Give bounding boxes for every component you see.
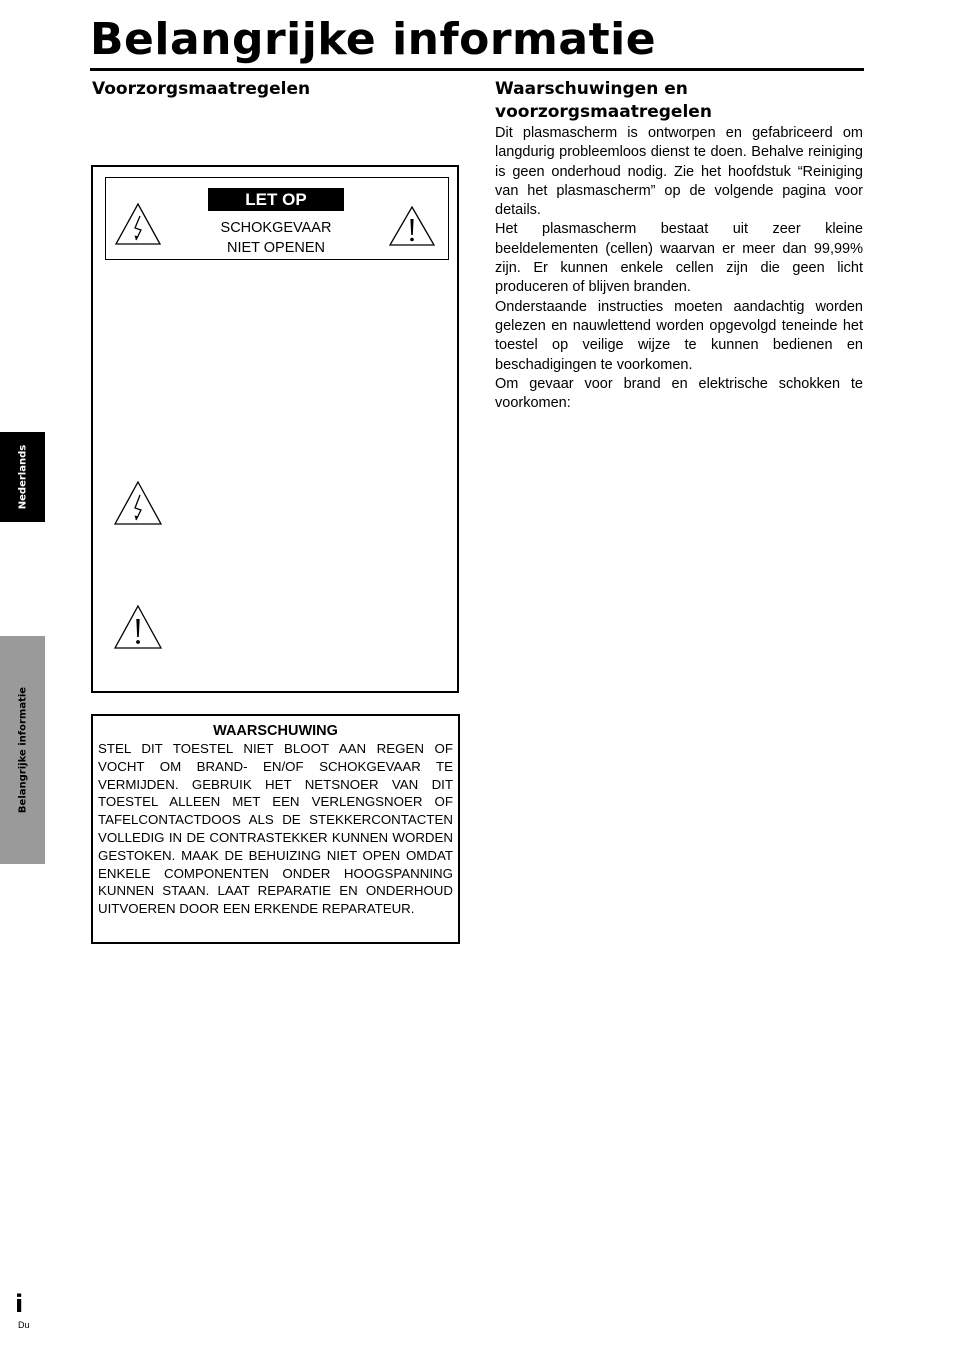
page-number: i xyxy=(15,1290,24,1318)
right-column-body xyxy=(495,124,863,413)
page-title: Belangrijke informatie xyxy=(90,14,657,65)
paragraph: Onderstaande instructies moeten aandachtig worden gelezen en nauwlettend worden opgevolgd teneinde het toestel op veilige wijze te kunnen bedienen en beschadigingen te voorkomen. xyxy=(495,298,863,373)
caution-label xyxy=(105,177,449,260)
lightning-warning-triangle-icon xyxy=(114,202,162,246)
warning-box xyxy=(91,714,460,944)
paragraph: Dit plasmascherm is ontworpen en gefabriceerd om langdurig probleemloos dienst te doen. Behalve reiniging is geen onderhoud nodig. Zie het hoofdstuk “Reiniging van het plasmascherm” op de volgende pagina voor details. xyxy=(495,125,863,219)
caution-line-shock: SCHOKGEVAAR xyxy=(220,220,332,236)
let-op-badge: LET OP xyxy=(208,188,344,211)
paragraph: Om gevaar voor brand en elektrische schokken te voorkomen: xyxy=(495,375,863,412)
side-tab-language-label: Nederlands xyxy=(17,444,28,510)
side-tab-section xyxy=(0,636,45,864)
heading-waarschuwingen: Waarschuwingen en voorzorgsmaatregelen xyxy=(495,79,712,122)
title-rule xyxy=(90,68,864,71)
heading-voorzorgsmaatregelen: Voorzorgsmaatregelen xyxy=(92,79,311,99)
language-code: Du xyxy=(18,1320,30,1330)
warning-text: STEL DIT TOESTEL NIET BLOOT AAN REGEN OF VOCHT OM BRAND- EN/OF SCHOKGEVAAR TE VERMIJDEN. GEBRUIK HET NETSNOER VAN DIT TOESTEL ALLEEN MET EEN VERLENGSNOER OF TAFELCONTACTDOOS ALS DE STEKKERCONTACTEN VOLLEDIG IN DE CONTRASTEKKER KUNNEN WORDEN GESTOKEN. MAAK DE BEHUIZING NIET OPEN OMDAT ENKELE COMPONENTEN ONDER HOOGSPANNING KUNNEN STAAN. LAAT REPARATIE EN ONDERHOUD UITVOEREN DOOR EEN ERKENDE REPARATEUR. xyxy=(98,741,453,917)
exclamation-symbol-icon xyxy=(113,604,163,650)
exclamation-warning-triangle-icon xyxy=(388,205,436,247)
caution-line-do-not-open: NIET OPENEN xyxy=(226,240,326,256)
caution-panel xyxy=(91,165,459,693)
paragraph: Het plasmascherm bestaat uit zeer kleine beeldelementen (cellen) waarvan er meer dan 99,99% zijn. Er kunnen enkele cellen zijn die geen licht produceren of blijven branden. xyxy=(495,221,863,296)
warning-title: WAARSCHUWING xyxy=(213,723,338,739)
lightning-symbol-icon xyxy=(113,480,163,526)
side-tab-section-label: Belangrijke informatie xyxy=(17,686,28,814)
side-tab-language xyxy=(0,432,45,522)
